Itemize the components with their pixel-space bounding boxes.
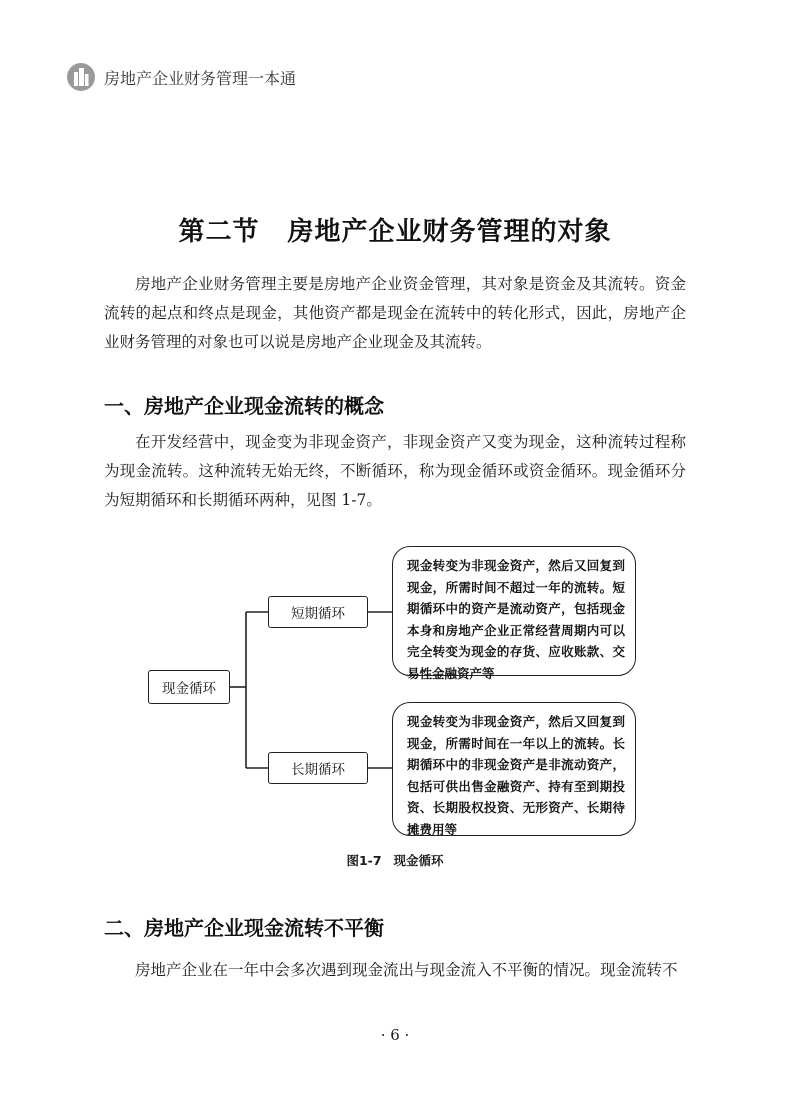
- page-number: · 6 ·: [380, 1026, 410, 1044]
- node-short-cycle: 短期循环: [268, 596, 368, 628]
- long-cycle-description: 现金转变为非现金资产，然后又回复到现金，所需时间在一年以上的流转。长期循环中的非现金资产是非流动资产，包括可供出售金融资产、持有至到期投资、长期股权投资、无形资产、长期待摊费用等: [392, 702, 636, 836]
- book-title: 房地产企业财务管理一本通: [104, 68, 297, 88]
- section-heading: 房地产企业财务管理的对象: [287, 217, 612, 248]
- subsection2-heading: 二、房地产企业现金流转不平衡: [104, 916, 384, 940]
- short-cycle-description: 现金转变为非现金资产，然后又回复到现金，所需时间不超过一年的流转。短期循环中的资产是流动资产，包括现金本身和房地产企业正常经营周期内可以完全转变为现金的存货、应收账款、交易性金融资产等: [392, 546, 636, 676]
- section-number: 第二节: [178, 217, 260, 248]
- node-long-cycle: 长期循环: [268, 752, 368, 784]
- subsection1-heading: 一、房地产企业现金流转的概念: [104, 394, 384, 418]
- node-cash-cycle: 现金循环: [148, 670, 230, 704]
- caption-number: 图1-7: [346, 853, 382, 868]
- figure-caption: [0, 851, 790, 869]
- subsection2-paragraph: 房地产企业在一年中会多次遇到现金流出与现金流入不平衡的情况。现金流转不: [135, 961, 678, 979]
- caption-title: 现金循环: [393, 853, 444, 868]
- intro-paragraph: 房地产企业财务管理主要是房地产企业资金管理，其对象是资金及其流转。资金流转的起点和终点是现金，其他资产都是现金在流转中的转化形式，因此，房地产企业财务管理的对象也可以说是房地产企业现金及其流转。: [104, 275, 686, 351]
- subsection1-paragraph: 在开发经营中，现金变为非现金资产，非现金资产又变为现金，这种流转过程称为现金流转。这种流转无始无终，不断循环，称为现金循环或资金循环。现金循环分为短期循环和长期循环两种，见图 1-7。: [104, 433, 686, 509]
